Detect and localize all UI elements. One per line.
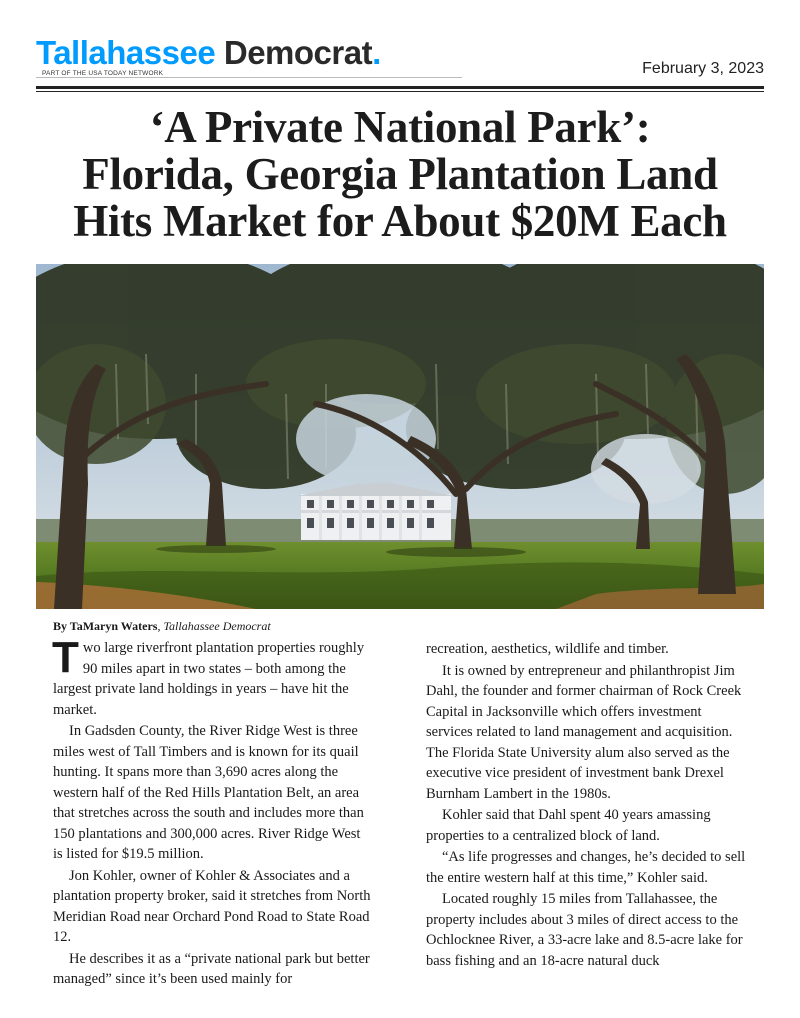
publication-date: February 3, 2023 [642, 60, 764, 77]
article-column-left [52, 633, 373, 991]
dropcap: T [52, 633, 79, 682]
logo-dot: . [372, 34, 381, 71]
headline-line-3: Hits Market for About $20M Each [73, 196, 727, 246]
article-paragraph: Jon Kohler, owner of Kohler & Associates and a plantation property broker, said it stretches from North Meridian Road near Orchard Pond Road to State Road 12. [53, 867, 371, 945]
article-paragraph: “As life progresses and changes, he’s decided to sell the entire western half at this time,” Kohler said. [426, 849, 746, 886]
logo-word-democrat: Democrat [223, 34, 373, 71]
headline-line-1: ‘A Private National Park’: [149, 102, 651, 152]
article-column-right [426, 639, 746, 972]
logo-word-tallahassee: Tallahassee [36, 34, 216, 71]
newspaper-logo[interactable] [36, 36, 466, 70]
byline-author: By TaMaryn Waters [53, 619, 158, 633]
article-paragraph-continued: recreation, aesthetics, wildlife and timber. [426, 641, 669, 657]
header-rule-thin [36, 91, 764, 92]
article-photo [36, 264, 764, 609]
article-paragraph: Located roughly 15 miles from Tallahassee, the property includes about 3 miles of direct access to the Ochlocknee River, a 33-acre lake and 8.5-acre lake for bass fishing and an 18-acre natural duck [426, 891, 743, 969]
article-paragraph: He describes it as a “private national park but better managed” since it’s been used mainly for [53, 950, 370, 987]
network-tagline: PART OF THE USA TODAY NETWORK [42, 70, 164, 77]
article-paragraph: It is owned by entrepreneur and philanthropist Jim Dahl, the founder and former chairman of Rock Creek Capital in Jacksonville which offers investment services related to land management and acquisition. The Florida State University alum also served as the executive vice president of investment bank Drexel Burnham Lambert in the 1980s. [426, 662, 742, 802]
article-paragraph [52, 633, 373, 720]
article-paragraph: Kohler said that Dahl spent 40 years amassing properties to a centralized block of land. [426, 807, 711, 844]
headline-line-2: Florida, Georgia Plantation Land [82, 149, 718, 199]
plantation-photo-illustration [36, 264, 764, 609]
byline [53, 619, 271, 634]
byline-separator: , [157, 619, 164, 633]
article-headline [30, 104, 770, 245]
header-rule-thick [36, 86, 764, 89]
byline-outlet: Tallahassee Democrat [163, 619, 271, 633]
masthead [36, 36, 466, 80]
logo-underline [36, 77, 462, 78]
article-paragraph: In Gadsden County, the River Ridge West is three miles west of Tall Timbers and is known for its quail hunting. It spans more than 3,690 acres along the western half of the Red Hills Plantation Belt, an area that stretches across the south and includes more than 150 plantations and 300,000 acres. River Ridge West is listed for $19.5 million. [53, 723, 364, 862]
paragraph-text: wo large riverfront plantation properties roughly 90 miles apart in two states – both among the largest private land holdings in years – have hit the market. [53, 640, 365, 718]
